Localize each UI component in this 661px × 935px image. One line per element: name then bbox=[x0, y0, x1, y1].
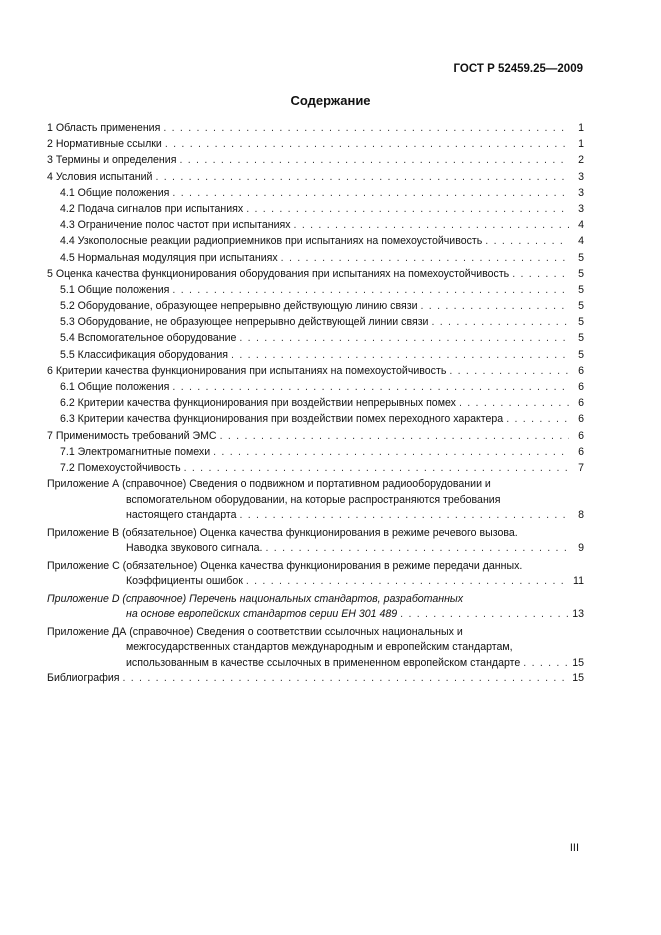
toc-entry-6-3[interactable]: 6.3 Критерии качества функционирования при воздействии помех переходного характера . . . 6 bbox=[47, 411, 584, 427]
toc-entry-4-1[interactable]: 4.1 Общие положения . . . 3 bbox=[47, 185, 584, 201]
toc-entry-5[interactable]: 5 Оценка качества функционирования оборудования при испытаниях на помехоустойчивость . . . 5 bbox=[47, 266, 584, 282]
toc-entry-4-2[interactable]: 4.2 Подача сигналов при испытаниях . . . 3 bbox=[47, 201, 584, 217]
toc-entry-2[interactable]: 2 Нормативные ссылки . . . 1 bbox=[47, 136, 584, 152]
document-code: ГОСТ Р 52459.25—2009 bbox=[453, 63, 583, 75]
toc-bibliography[interactable]: Библиография . . . 15 bbox=[47, 670, 584, 686]
toc-entry-7[interactable]: 7 Применимость требований ЭМС . . . 6 bbox=[47, 428, 584, 444]
toc-entry-7-2[interactable]: 7.2 Помехоустойчивость . . . 7 bbox=[47, 460, 584, 476]
toc-appendix-a[interactable]: Приложение А (справочное) Сведения о подвижном и портативном радиооборудовании и вспомогательном оборудовании, на которые распространяются требования настоящего стандарта . . . 8 bbox=[47, 476, 584, 523]
toc-entry-7-1[interactable]: 7.1 Электромагнитные помехи . . . 6 bbox=[47, 444, 584, 460]
toc-appendix-d[interactable]: Приложение D (справочное) Перечень национальных стандартов, разработанных на основе европейских стандартов серии ЕН 301 489 . . . 13 bbox=[47, 591, 584, 622]
toc-appendix-b[interactable]: Приложение В (обязательное) Оценка качества функционирования в режиме речевого вызова. Наводка звукового сигнала. . . . 9 bbox=[47, 525, 584, 556]
toc-appendix-c[interactable]: Приложение С (обязательное) Оценка качества функционирования в режиме передачи данных. Коэффициенты ошибок . . . 11 bbox=[47, 558, 584, 589]
toc-entry-5-4[interactable]: 5.4 Вспомогательное оборудование . . . 5 bbox=[47, 330, 584, 346]
toc-entry-5-3[interactable]: 5.3 Оборудование, не образующее непрерывно действующей линии связи . . . 5 bbox=[47, 314, 584, 330]
toc-appendix-da[interactable]: Приложение ДА (справочное) Сведения о соответствии ссылочных национальных и межгосударственных стандартов международным и европейским стандартам, использованным в качестве ссылочных в примененном европейском стандарте . . . 15 bbox=[47, 624, 584, 671]
toc-entry-1[interactable]: 1 Область применения . . . 1 bbox=[47, 120, 584, 136]
toc-entry-5-2[interactable]: 5.2 Оборудование, образующее непрерывно действующую линию связи . . . 5 bbox=[47, 298, 584, 314]
toc-entry-4-5[interactable]: 4.5 Нормальная модуляция при испытаниях . . . 5 bbox=[47, 250, 584, 266]
page-number: III bbox=[569, 842, 579, 854]
toc-entry-3[interactable]: 3 Термины и определения . . . 2 bbox=[47, 152, 584, 168]
toc-entry-4-4[interactable]: 4.4 Узкополосные реакции радиоприемников при испытаниях на помехоустойчивость . . . 4 bbox=[47, 233, 584, 249]
toc-entry-4[interactable]: 4 Условия испытаний . . . 3 bbox=[47, 169, 584, 185]
toc-entry-6-1[interactable]: 6.1 Общие положения . . . 6 bbox=[47, 379, 584, 395]
toc-entry-5-5[interactable]: 5.5 Классификация оборудования . . . 5 bbox=[47, 347, 584, 363]
toc-entry-6-2[interactable]: 6.2 Критерии качества функционирования при воздействии непрерывных помех . . . 6 bbox=[47, 395, 584, 411]
toc-entry-4-3[interactable]: 4.3 Ограничение полос частот при испытаниях . . . 4 bbox=[47, 217, 584, 233]
toc-entry-5-1[interactable]: 5.1 Общие положения . . . 5 bbox=[47, 282, 584, 298]
table-of-contents bbox=[47, 120, 584, 686]
page-title: Содержание bbox=[290, 93, 371, 108]
toc-entry-6[interactable]: 6 Критерии качества функционирования при испытаниях на помехоустойчивость . . . 6 bbox=[47, 363, 584, 379]
